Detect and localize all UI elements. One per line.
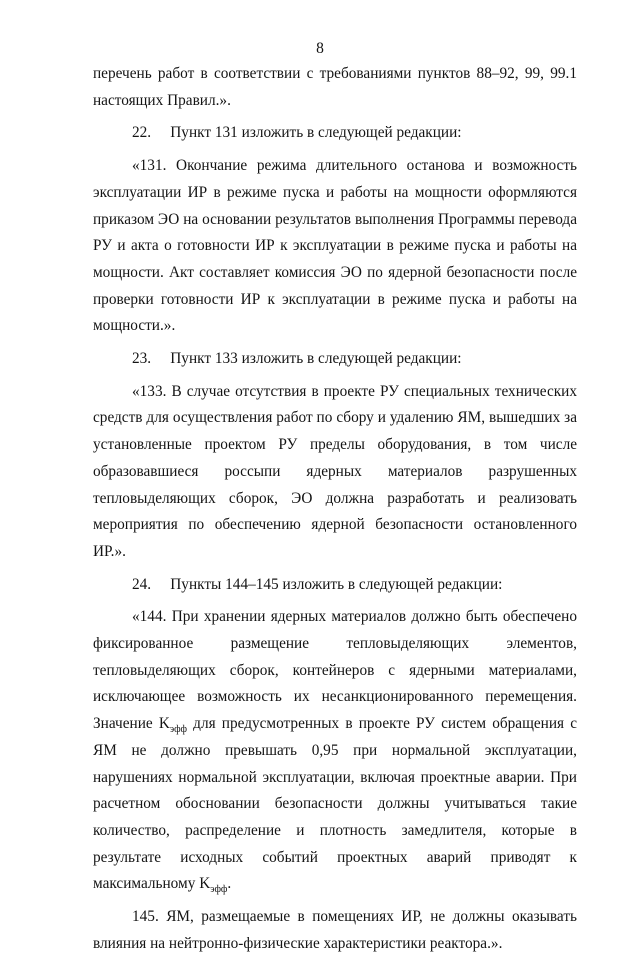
paragraph: 24. Пункты 144–145 изложить в следующей редакции: [132,575,503,593]
paragraph: перечень работ в соответствии с требованиями пунктов 88–92, 99, 99.1 настоящих Правил.». [93,65,577,109]
page-number: 8 [316,40,324,57]
paragraph-145: 145. ЯМ, размещаемые в помещениях ИР, не должны оказывать влияния на нейтронно-физические характеристики реактора.». [93,908,577,952]
paragraph: 22. Пункт 131 изложить в следующей редакции: [132,124,462,142]
paragraph: 23. Пункт 133 изложить в следующей редакции: [132,350,462,368]
document-body [93,61,577,964]
paragraph-144: «144. При хранении ядерных материалов должно быть обеспечено фиксированное размещение тепловыделяющих элементов, тепловыделяющих сборок, контейнеров с ядерными материалами, исключающее возможность их несанкционированного перемещения. Значение $K_{эфф}$ для предусмотренных в проекте РУ систем обращения с ЯМ не должно превышать 0,95 при нормальной эксплуатации, нарушениях нормальной эксплуатации, включая проектные аварии. При расчетном обосновании безопасности должны учитываться такие количество, распределение и плотность замедлителя, которые в результате исходных событий проектных аварий приводят к максимальному $K_{эфф}$. [93,608,577,896]
paragraph: «133. В случае отсутствия в проекте РУ специальных технических средств для осуществления работ по сбору и удалению ЯМ, вышедших за установленные проектом РУ пределы оборудования, в том числе образовавшиеся россыпи ядерных материалов разрушенных тепловыделяющих сборок, ЭО должна разработать и реализовать мероприятия по обеспечению ядерной безопасности остановленного ИР.». [93,382,577,560]
paragraph: «131. Окончание режима длительного останова и возможность эксплуатации ИР в режиме пуска и работы на мощности оформляются приказом ЭО на основании результатов выполнения Программы перевода РУ и акта о готовности ИР к эксплуатации в режиме пуска и работы на мощности. Акт составляет комиссия ЭО по ядерной безопасности после проверки готовности ИР к эксплуатации в режиме пуска и работы на мощности.». [93,157,577,335]
